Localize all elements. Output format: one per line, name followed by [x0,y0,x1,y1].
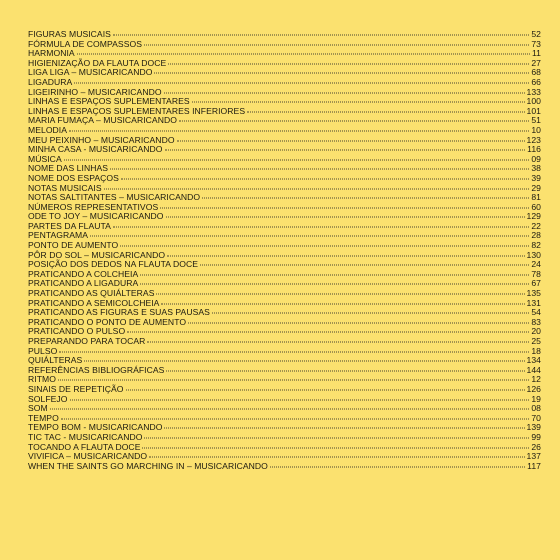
entry-title: FÓRMULA DE COMPASSOS [28,38,143,49]
entry-page-number: 73 [531,38,541,49]
entry-page-number: 82 [531,240,541,251]
entry-title: LIGADURA [28,76,73,87]
entry-title: PÔR DO SOL – MUSICARICANDO [28,249,166,260]
entry-page-number: 18 [531,345,541,356]
entry-page-number: 129 [526,211,541,222]
dot-leader [69,130,529,131]
index-list [28,30,541,471]
entry-title: VIVIFICA – MUSICARICANDO [28,451,148,462]
dot-leader [144,437,529,438]
entry-page-number: 10 [531,124,541,135]
entry-page-number: 20 [531,326,541,337]
dot-leader [144,44,529,45]
dot-leader [77,54,530,55]
entry-title: LINHAS E ESPAÇOS SUPLEMENTARES [28,96,190,107]
index-entry [28,337,541,347]
dot-leader [164,92,525,93]
dot-leader [177,140,525,141]
entry-page-number: 78 [531,268,541,279]
entry-title: ODE TO JOY – MUSICARICANDO [28,211,164,222]
index-entry [28,68,541,78]
dot-leader [142,447,529,448]
entry-title: LIGEIRINHO – MUSICARICANDO [28,86,162,97]
entry-title: PREPARANDO PARA TOCAR [28,336,146,346]
entry-page-number: 135 [526,288,541,299]
entry-title: PONTO DE AUMENTO [28,240,119,251]
entry-title: SOLFEJO [28,393,68,404]
dot-leader [126,389,525,390]
dot-leader [140,274,529,275]
dot-leader [166,217,525,218]
dot-leader [168,63,529,64]
entry-title: PRATICANDO AS QUIÁLTERAS [28,288,155,299]
entry-page-number: 29 [531,182,541,193]
entry-page-number: 24 [531,259,541,270]
dot-leader [270,466,525,467]
entry-page-number: 28 [531,230,541,241]
entry-page-number: 81 [531,192,541,203]
dot-leader [113,226,529,227]
entry-title: LIGA LIGA – MUSICARICANDO [28,67,153,78]
entry-page-number: 144 [526,364,541,375]
dot-leader [166,370,524,371]
index-entry [28,145,541,155]
entry-title: POSIÇÃO DOS DEDOS NA FLAUTA DOCE [28,259,199,270]
entry-title: PARTES DA FLAUTA [28,220,111,231]
entry-title: FIGURAS MUSICAIS [28,29,111,39]
dot-leader [58,380,529,381]
entry-page-number: 134 [526,355,541,366]
entry-title: PRATICANDO A COLCHEIA [28,268,139,279]
entry-title: NOTAS SALTITANTES – MUSICARICANDO [28,192,201,203]
entry-title: MARIA FUMAÇA – MUSICARICANDO [28,115,177,126]
entry-page-number: 139 [526,422,541,433]
dot-leader [160,207,529,208]
dot-leader [113,35,529,36]
dot-leader [84,361,524,362]
entry-page-number: 12 [531,374,541,385]
dot-leader [161,303,524,304]
index-entry [28,174,541,184]
entry-page-number: 123 [526,134,541,145]
entry-title: PULSO [28,345,58,356]
dot-leader [212,313,529,314]
index-entry [28,404,541,414]
entry-page-number: 22 [531,220,541,231]
entry-title: HIGIENIZAÇÃO DA FLAUTA DOCE [28,57,167,68]
entry-title: PRATICANDO A SEMICOLCHEIA [28,297,160,308]
entry-page-number: 25 [531,336,541,346]
dot-leader [59,351,529,352]
dot-leader [247,111,524,112]
dot-leader [70,399,530,400]
entry-title: PRATICANDO A LIGADURA [28,278,139,289]
entry-page-number: 99 [531,431,541,442]
entry-page-number: 68 [531,67,541,78]
index-entry [28,116,541,126]
dot-leader [188,322,529,323]
entry-page-number: 52 [531,29,541,39]
dot-leader [120,246,529,247]
entry-page-number: 19 [531,393,541,404]
entry-page-number: 133 [526,86,541,97]
dot-leader [61,418,530,419]
entry-title: NOTAS MUSICAIS [28,182,102,193]
entry-title: PRATICANDO O PULSO [28,326,126,337]
entry-page-number: 26 [531,441,541,452]
entry-page-number: 83 [531,316,541,327]
dot-leader [147,342,529,343]
entry-page-number: 70 [531,412,541,423]
dot-leader [149,457,524,458]
entry-title: LINHAS E ESPAÇOS SUPLEMENTARES INFERIORES [28,105,246,116]
dot-leader [110,169,529,170]
entry-title: MEU PEIXINHO – MUSICARICANDO [28,134,175,145]
entry-title: MINHA CASA - MUSICARICANDO [28,144,163,155]
index-entry [28,347,541,357]
dot-leader [121,178,529,179]
entry-title: TEMPO BOM - MUSICARICANDO [28,422,163,433]
dot-leader [154,73,529,74]
entry-title: QUIÁLTERAS [28,355,83,366]
entry-title: PENTAGRAMA [28,230,89,241]
dot-leader [50,409,530,410]
index-entry [28,222,541,232]
index-entry [28,385,541,395]
entry-title: NÚMEROS REPRESENTATIVOS [28,201,159,212]
dot-leader [167,255,524,256]
entry-page-number: 60 [531,201,541,212]
dot-leader [202,198,529,199]
entry-page-number: 39 [531,172,541,183]
entry-title: TEMPO [28,412,59,423]
index-entry [28,366,541,376]
dot-leader [200,265,529,266]
entry-title: PRATICANDO AS FIGURAS E SUAS PAUSAS [28,307,210,318]
entry-title: MÚSICA [28,153,62,164]
entry-title: REFERÊNCIAS BIBLIOGRÁFICAS [28,364,165,375]
entry-page-number: 38 [531,163,541,174]
dot-leader [164,428,524,429]
entry-title: NOME DAS LINHAS [28,163,109,174]
index-entry [28,40,541,50]
index-entry [28,462,541,472]
entry-page-number: 126 [526,383,541,394]
entry-page-number: 117 [527,460,541,471]
dot-leader [156,294,524,295]
entry-page-number: 54 [531,307,541,318]
entry-title: WHEN THE SAINTS GO MARCHING IN – MUSICARICANDO [28,460,268,471]
entry-page-number: 09 [531,153,541,164]
dot-leader [179,121,529,122]
entry-page-number: 131 [526,297,541,308]
entry-title: TIC TAC - MUSICARICANDO [28,431,143,442]
entry-page-number: 137 [526,451,541,462]
entry-title: PRATICANDO O PONTO DE AUMENTO [28,316,187,327]
dot-leader [90,236,529,237]
entry-title: TOCANDO A FLAUTA DOCE [28,441,141,452]
entry-title: HARMONIA [28,48,75,59]
entry-page-number: 67 [531,278,541,289]
entry-page-number: 51 [531,115,541,126]
entry-page-number: 101 [526,105,541,116]
entry-page-number: 11 [531,48,541,59]
entry-page-number: 116 [527,144,541,155]
dot-leader [165,150,526,151]
dot-leader [104,188,530,189]
entry-title: SOM [28,403,48,414]
entry-page-number: 100 [526,96,541,107]
dot-leader [192,102,525,103]
entry-page-number: 27 [531,57,541,68]
index-entry [28,395,541,405]
entry-title: SINAIS DE REPETIÇÃO [28,383,124,394]
entry-title: NOME DOS ESPAÇOS [28,172,119,183]
entry-page-number: 66 [531,76,541,87]
dot-leader [64,159,530,160]
entry-title: MELODIA [28,124,68,135]
entry-page-number: 130 [526,249,541,260]
entry-title: RITMO [28,374,56,385]
dot-leader [140,284,529,285]
entry-page-number: 08 [531,403,541,414]
dot-leader [127,332,529,333]
dot-leader [74,82,529,83]
